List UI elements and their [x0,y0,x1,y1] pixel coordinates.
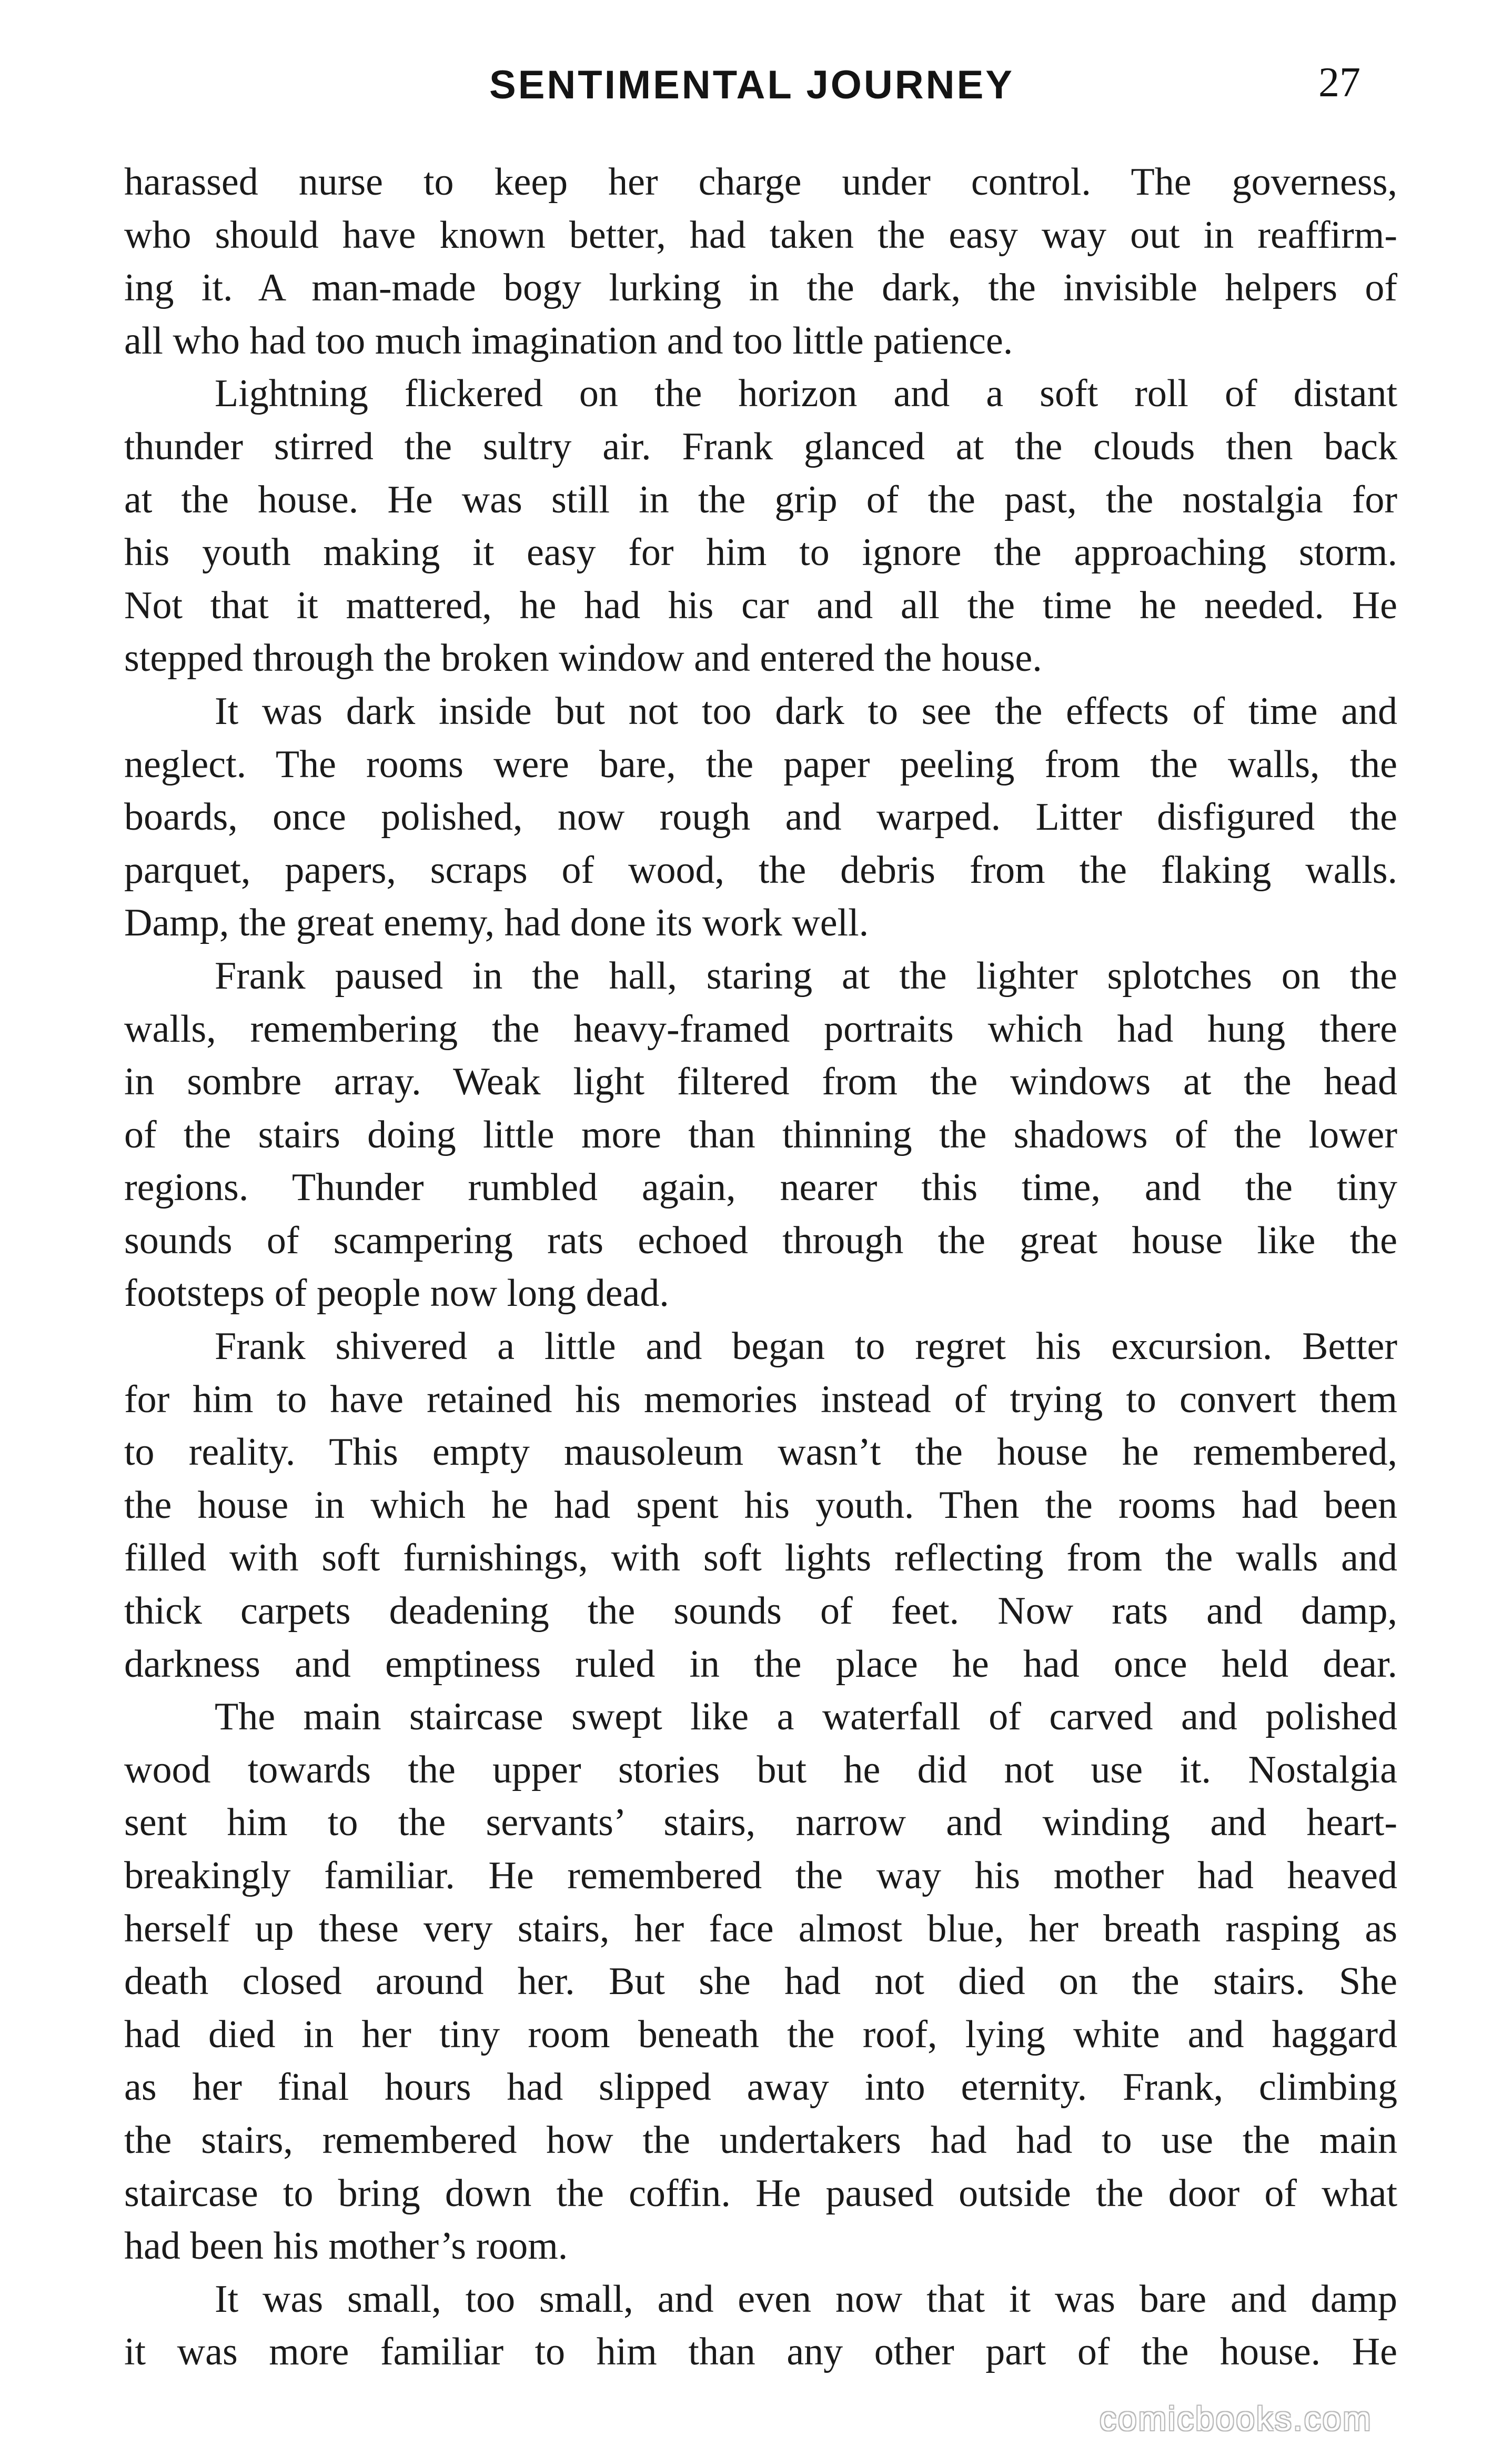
text-line: had died in her tiny room beneath the roof, lying white and haggard [124,2012,1397,2056]
text-line: thunder stirred the sultry air. Frank glanced at the clouds then back [124,425,1397,468]
text-line: who should have known better, had taken the easy way out in reaffirm- [124,213,1397,257]
watermark: comicbooks.com [1100,2400,1373,2438]
text-line: harassed nurse to keep her charge under control. The governess, [124,160,1397,204]
text-line: sounds of scampering rats echoed through the great house like the [124,1219,1397,1262]
text-line: it was more familiar to him than any other part of the house. He [124,2330,1397,2374]
text-line: staircase to bring down the coffin. He paused outside the door of what [124,2171,1397,2215]
body-text [124,156,1397,2379]
text-line: neglect. The rooms were bare, the paper peeling from the walls, the [124,742,1397,786]
page-number: 27 [1318,59,1360,106]
text-line: darkness and emptiness ruled in the place he had once held dear. [124,1642,1397,1686]
text-line: ing it. A man-made bogy lurking in the dark, the invisible helpers of [124,266,1397,310]
text-line: filled with soft furnishings, with soft lights reflecting from the walls and [124,1536,1397,1580]
text-line: Frank shivered a little and began to regret his excursion. Better [215,1325,1397,1368]
text-line: as her final hours had slipped away into eternity. Frank, climbing [124,2066,1397,2109]
text-line: the house in which he had spent his youth. Then the rooms had been [124,1483,1397,1527]
text-line: breakingly familiar. He remembered the way his mother had heaved [124,1854,1397,1897]
text-line: regions. Thunder rumbled again, nearer this time, and the tiny [124,1166,1397,1210]
text-line: It was small, too small, and even now that it was bare and damp [215,2277,1397,2321]
text-line: of the stairs doing little more than thinning the shadows of the lower [124,1113,1397,1156]
text-line: to reality. This empty mausoleum wasn’t the house he remembered, [124,1431,1397,1474]
text-line: the stairs, remembered how the undertakers had had to use the main [124,2118,1397,2162]
text-line: thick carpets deadening the sounds of feet. Now rats and damp, [124,1589,1397,1633]
text-line: parquet, papers, scraps of wood, the debris from the flaking walls. [124,848,1397,892]
text-line: Not that it mattered, he had his car and all the time he needed. He [124,583,1397,627]
text-line: at the house. He was still in the grip of the past, the nostalgia for [124,478,1397,521]
text-line: Lightning flickered on the horizon and a soft roll of distant [215,372,1397,416]
text-line: herself up these very stairs, her face almost blue, her breath rasping as [124,1907,1397,1950]
text-line: The main staircase swept like a waterfall of carved and polished [215,1695,1397,1739]
text-line: in sombre array. Weak light filtered from the windows at the head [124,1060,1397,1104]
text-line: boards, once polished, now rough and warped. Litter disfigured the [124,796,1397,839]
text-line: It was dark inside but not too dark to see the effects of time and [215,689,1397,733]
text-line: stepped through the broken window and entered the house. [124,637,1042,680]
running-title: SENTIMENTAL JOURNEY [489,63,1014,107]
text-line: death closed around her. But she had not died on the stairs. She [124,1960,1397,2004]
text-line: Frank paused in the hall, staring at the lighter splotches on the [215,954,1397,998]
text-line: wood towards the upper stories but he did not use it. Nostalgia [124,1748,1397,1791]
text-line: walls, remembering the heavy-framed portraits which had hung there [124,1007,1397,1051]
text-line: had been his mother’s room. [124,2225,568,2268]
text-line: his youth making it easy for him to ignore the approaching storm. [124,531,1397,575]
text-line: for him to have retained his memories instead of trying to convert them [124,1377,1397,1421]
text-line: footsteps of people now long dead. [124,1272,669,1315]
text-line: sent him to the servants’ stairs, narrow and winding and heart- [124,1801,1397,1845]
text-line: all who had too much imagination and too little patience. [124,319,1013,363]
text-line: Damp, the great enemy, had done its work well. [124,901,869,945]
